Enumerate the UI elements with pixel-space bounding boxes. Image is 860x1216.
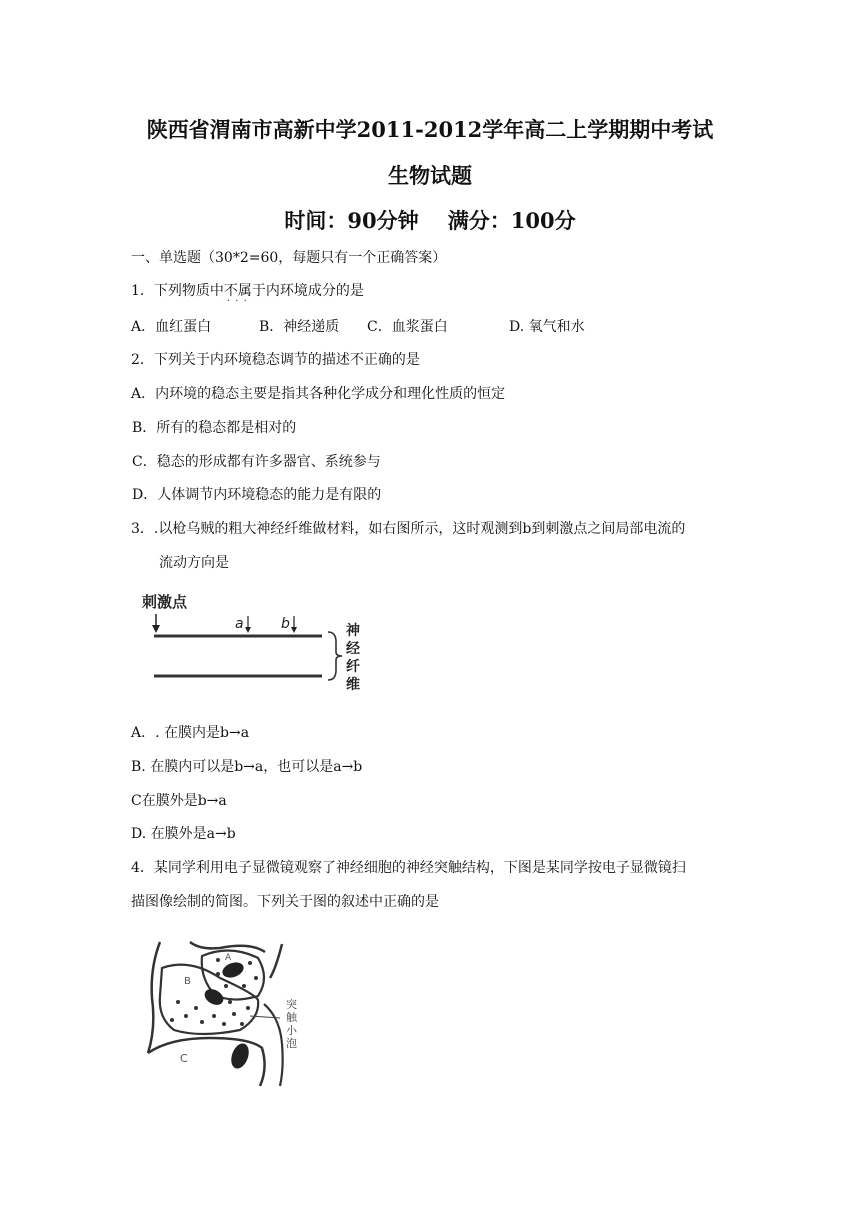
- stimulus-arrowhead: [152, 625, 160, 633]
- question-3-option-d: D. 在膜外是a→b: [131, 826, 236, 842]
- question-2-option-d: D．人体调节内环境稳态的能力是有限的: [132, 487, 382, 503]
- exam-subtitle: 生物试题: [388, 163, 472, 188]
- point-b-label: b: [281, 616, 290, 632]
- question-2-stem: 2．下列关于内环境稳态调节的描述不正确的是: [131, 352, 420, 368]
- fiber-label-char-4: 维: [346, 677, 360, 693]
- point-a-arrowhead: [245, 627, 251, 633]
- question-1-option-b: B．神经递质: [259, 319, 340, 335]
- question-2-option-c: C．稳态的形成都有许多器官、系统参与: [132, 454, 381, 470]
- question-1-option-d: D. 氧气和水: [509, 319, 585, 335]
- synapse-right-membrane: [264, 1004, 283, 1086]
- label-b: B: [184, 976, 191, 987]
- question-2-option-b: B．所有的稳态都是相对的: [132, 420, 297, 436]
- question-4-stem-line1: 4．某同学利用电子显微镜观察了神经细胞的神经突触结构，下图是某同学按电子显微镜扫: [131, 860, 686, 876]
- synapse-figure: [130, 938, 320, 1088]
- fiber-label-char-1: 神: [346, 623, 360, 639]
- mitochondrion-2: [202, 986, 226, 1008]
- vesicle-label-char-2: 触: [286, 1011, 297, 1024]
- point-b-arrowhead: [291, 627, 297, 633]
- question-1-stem-after: 内环境成分的是: [265, 283, 364, 299]
- fiber-label-char-2: 经: [346, 641, 360, 657]
- nerve-fiber-figure: [136, 590, 376, 700]
- exam-time-info: 时间：90分钟 满分：100分: [284, 208, 576, 233]
- question-2-option-a: A．内环境的稳态主要是指其各种化学成分和理化性质的恒定: [131, 386, 506, 402]
- question-1-emphasis: 不属于 · · ·: [224, 283, 266, 299]
- synapse-left-membrane: [148, 942, 160, 1053]
- vesicle-label-char-3: 小: [286, 1024, 297, 1037]
- question-3-stem-line2: 流动方向是: [159, 555, 229, 571]
- question-3-option-b: B. 在膜内可以是b→a，也可以是a→b: [131, 759, 363, 775]
- question-3-option-c: C在膜外是b→a: [131, 793, 227, 809]
- question-1-option-c: C．血浆蛋白: [367, 319, 448, 335]
- vesicle-label-char-1: 突: [286, 998, 297, 1011]
- postsynaptic-membrane-c: [148, 1038, 265, 1086]
- stimulus-point-label: 刺激点: [142, 593, 188, 611]
- neuron-a-outer-membrane: [270, 944, 282, 978]
- fiber-brace: [328, 632, 342, 680]
- question-3-stem-line1: 3．.以枪乌贼的粗大神经纤维做材料，如右图所示，这时观测到b到刺激点之间局部电流的: [131, 521, 686, 537]
- point-a-label: a: [235, 616, 244, 632]
- mitochondrion-3: [228, 1041, 252, 1071]
- section-heading: 一、单选题（30*2=60，每题只有一个正确答案）: [131, 250, 447, 266]
- label-a: A: [225, 953, 232, 963]
- question-4-stem-line2: 描图像绘制的简图。下列关于图的叙述中正确的是: [131, 894, 439, 910]
- question-1-option-a: A．血红蛋白: [131, 319, 212, 335]
- vesicle-label-char-4: 泡: [286, 1037, 297, 1050]
- label-c: C: [180, 1052, 188, 1065]
- question-1-stem: [131, 280, 364, 300]
- exam-title: 陕西省渭南市高新中学2011-2012学年高二上学期期中考试: [146, 117, 714, 142]
- fiber-label-char-3: 纤: [346, 659, 360, 675]
- question-3-option-a: A．. 在膜内是b→a: [131, 725, 250, 741]
- question-1-stem-before: 1．下列物质中: [131, 283, 224, 299]
